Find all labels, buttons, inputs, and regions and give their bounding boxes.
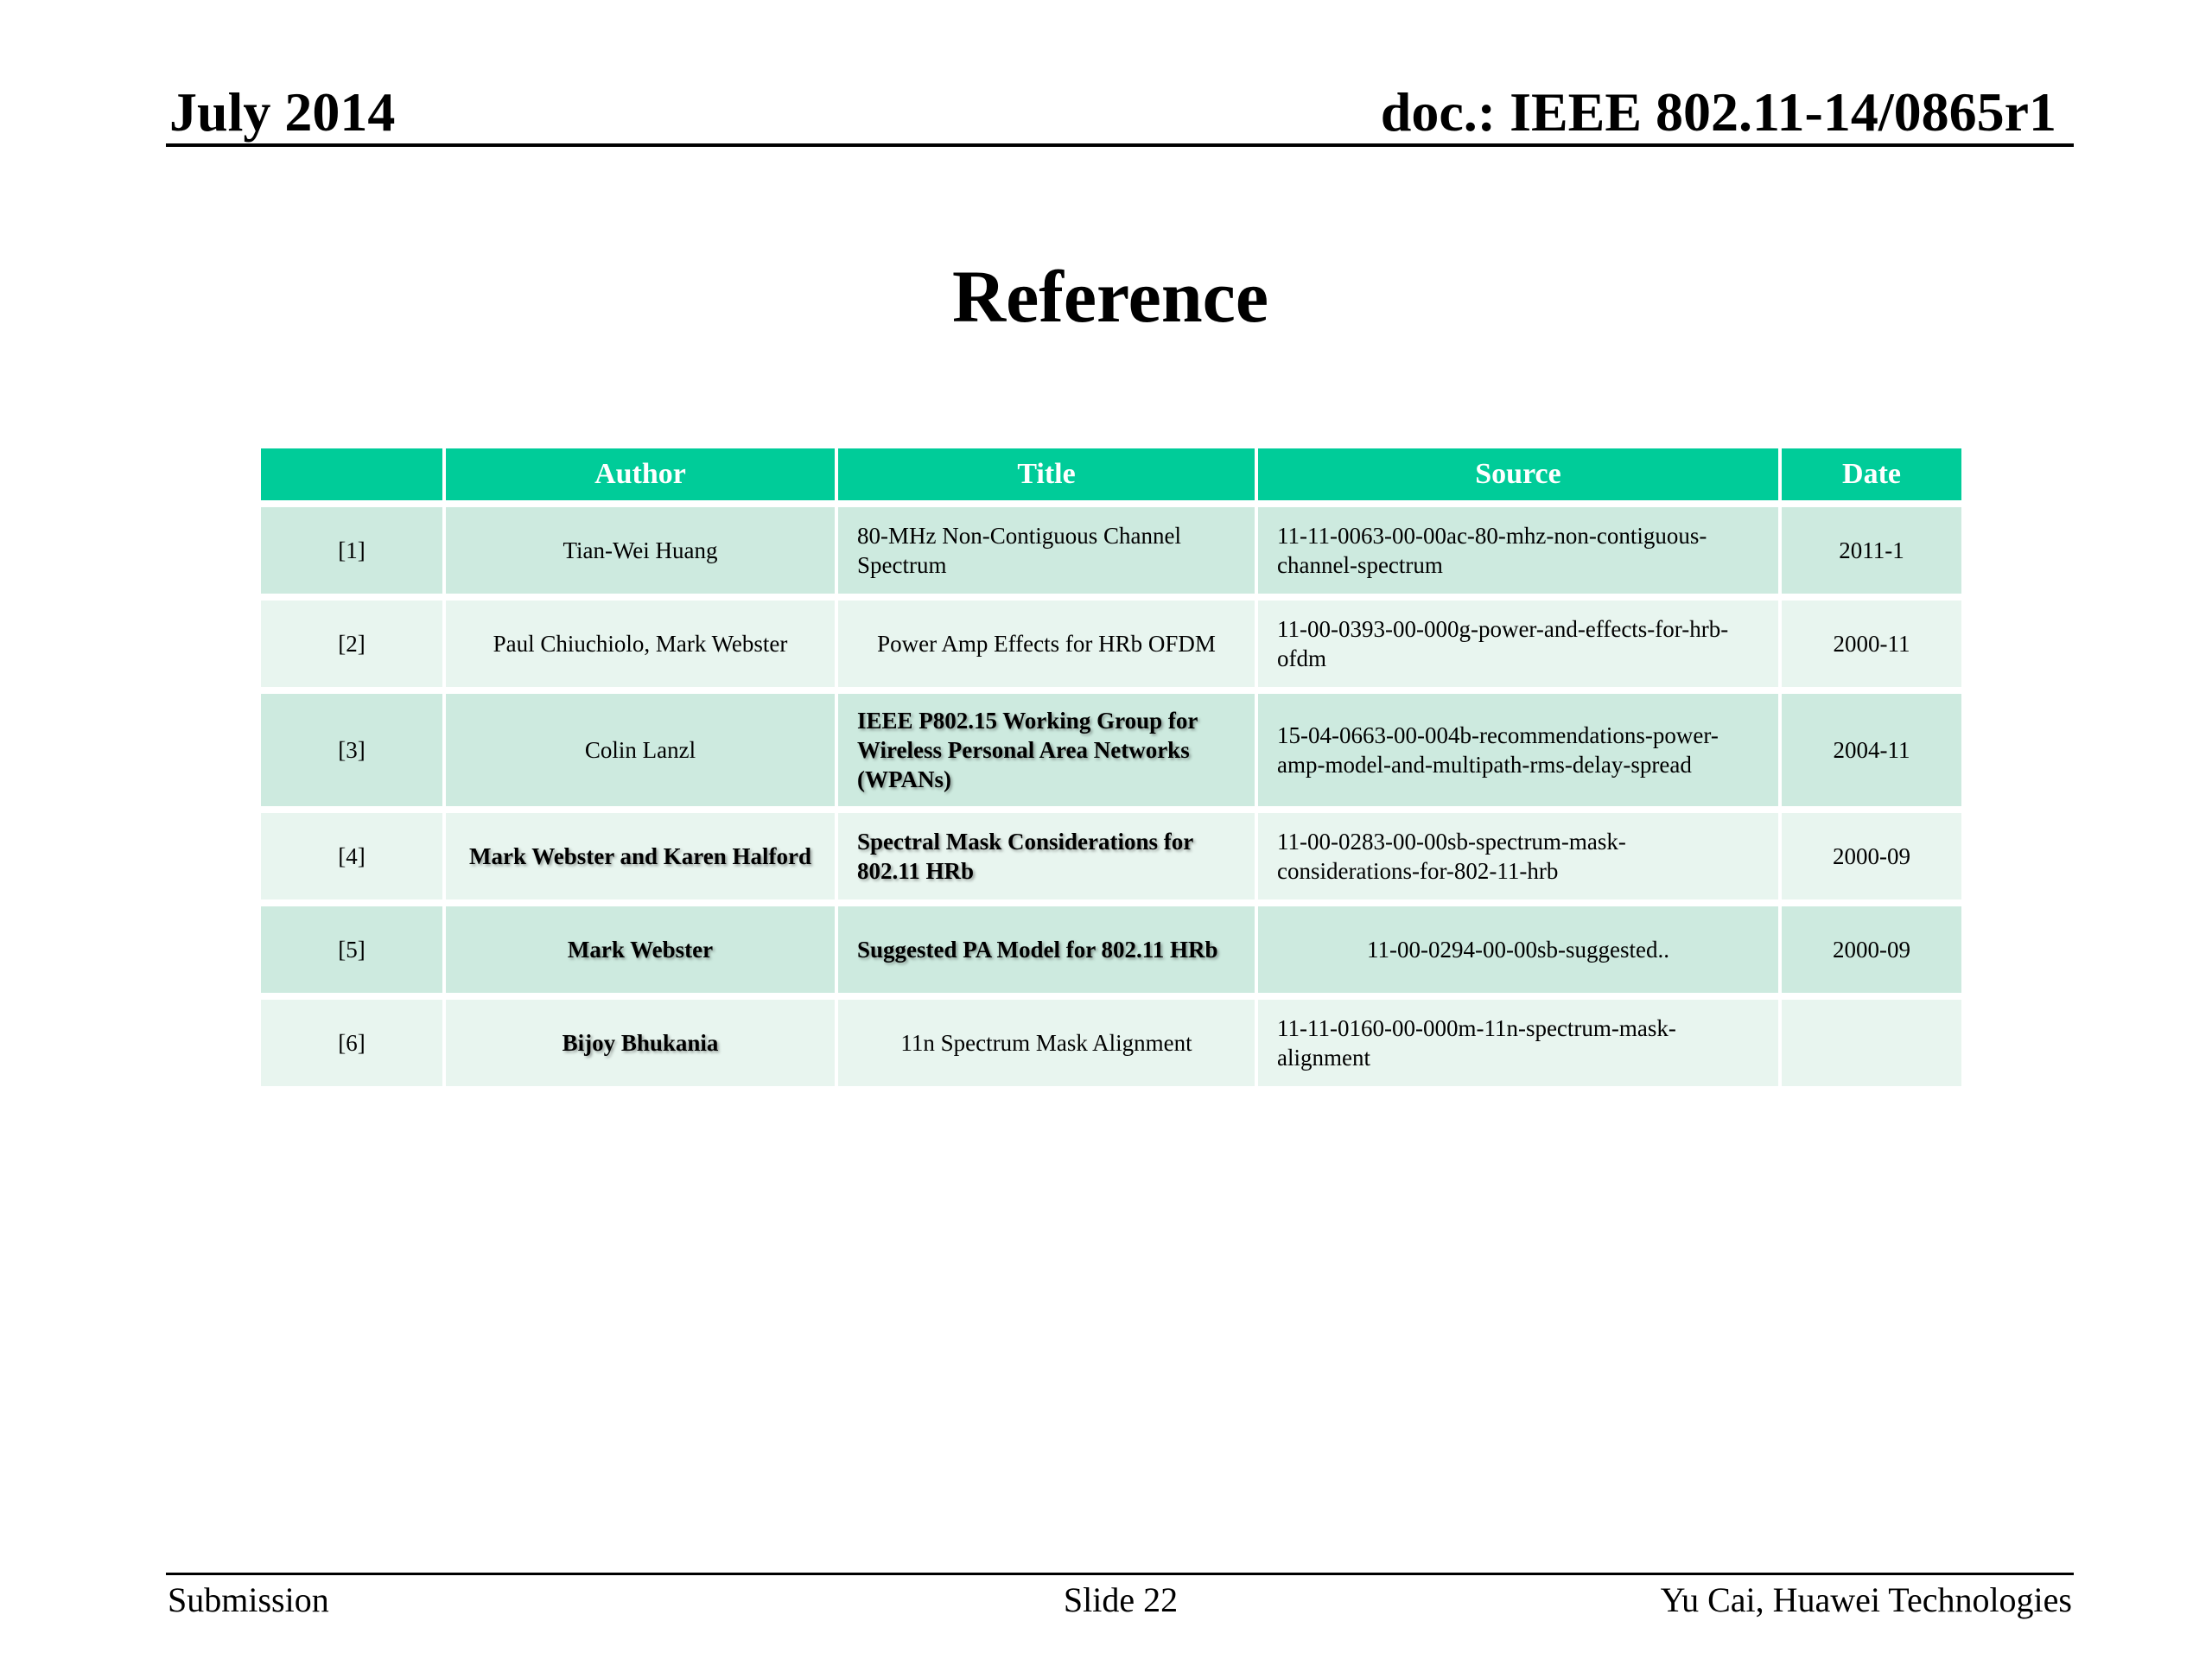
table-row — [261, 813, 1961, 899]
ref-number: [3] — [261, 694, 442, 806]
ref-number: [1] — [261, 507, 442, 594]
title-cell: Suggested PA Model for 802.11 HRb — [838, 906, 1255, 993]
source-cell: 11-11-0160-00-000m-11n-spectrum-mask-alignment — [1258, 1000, 1778, 1086]
footer-author: Yu Cai, Huawei Technologies — [1660, 1580, 2072, 1619]
column-header-author: Author — [446, 448, 835, 500]
date-cell: 2004-11 — [1782, 694, 1961, 806]
title-cell: IEEE P802.15 Working Group for Wireless Personal Area Networks (WPANs) — [838, 694, 1255, 806]
header-date: July 2014 — [169, 81, 396, 143]
date-cell: 2000-11 — [1782, 601, 1961, 687]
date-cell — [1782, 1000, 1961, 1086]
author-cell: Mark Webster — [446, 906, 835, 993]
author-cell: Colin Lanzl — [446, 694, 835, 806]
author-cell: Mark Webster and Karen Halford — [446, 813, 835, 899]
title-cell: 80-MHz Non-Contiguous Channel Spectrum — [838, 507, 1255, 594]
footer-divider — [166, 1573, 2074, 1575]
table-row — [261, 1000, 1961, 1086]
table-row — [261, 601, 1961, 687]
date-cell: 2011-1 — [1782, 507, 1961, 594]
footer-submission: Submission — [168, 1580, 329, 1619]
author-cell: Paul Chiuchiolo, Mark Webster — [446, 601, 835, 687]
source-cell: 15-04-0663-00-004b-recommendations-power-amp-model-and-multipath-rms-delay-spread — [1258, 694, 1778, 806]
ref-number: [4] — [261, 813, 442, 899]
title-cell: 11n Spectrum Mask Alignment — [838, 1000, 1255, 1086]
source-cell: 11-00-0283-00-00sb-spectrum-mask-considerations-for-802-11-hrb — [1258, 813, 1778, 899]
title-cell: Spectral Mask Considerations for 802.11 HRb — [838, 813, 1255, 899]
date-cell: 2000-09 — [1782, 813, 1961, 899]
column-header-title: Title — [838, 448, 1255, 500]
header-doc-id: doc.: IEEE 802.11-14/0865r1 — [1380, 81, 2056, 143]
source-cell: 11-00-0393-00-000g-power-and-effects-for-hrb-ofdm — [1258, 601, 1778, 687]
author-cell: Tian-Wei Huang — [446, 507, 835, 594]
footer-slide-number: Slide 22 — [1063, 1580, 1179, 1619]
date-cell: 2000-09 — [1782, 906, 1961, 993]
ref-number: [2] — [261, 601, 442, 687]
title-cell: Power Amp Effects for HRb OFDM — [838, 601, 1255, 687]
header-divider — [166, 143, 2074, 147]
table-row — [261, 694, 1961, 806]
author-cell: Bijoy Bhukania — [446, 1000, 835, 1086]
source-cell: 11-00-0294-00-00sb-suggested.. — [1258, 906, 1778, 993]
slide-title: Reference — [951, 255, 1269, 338]
table-header-row — [261, 448, 1961, 500]
reference-table — [257, 442, 1965, 1093]
table-row — [261, 906, 1961, 993]
ref-number: [5] — [261, 906, 442, 993]
ref-number: [6] — [261, 1000, 442, 1086]
column-header-source: Source — [1258, 448, 1778, 500]
source-cell: 11-11-0063-00-00ac-80-mhz-non-contiguous-channel-spectrum — [1258, 507, 1778, 594]
table-row — [261, 507, 1961, 594]
column-header-ref — [261, 448, 442, 500]
column-header-date: Date — [1782, 448, 1961, 500]
